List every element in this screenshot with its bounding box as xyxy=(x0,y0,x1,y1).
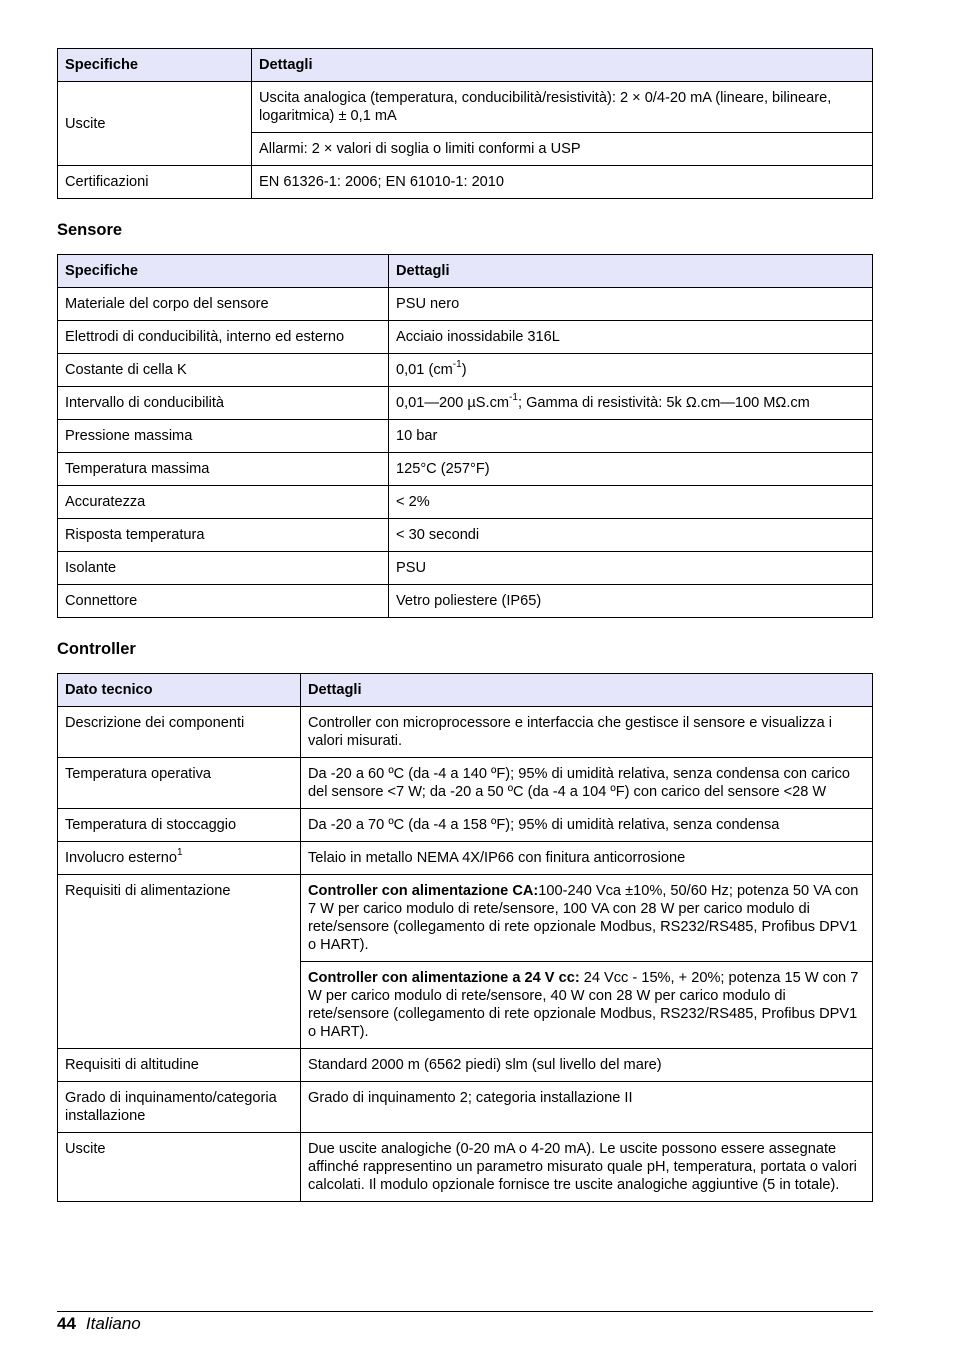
table-header-row xyxy=(58,674,873,707)
table-row xyxy=(58,809,873,842)
table-row xyxy=(58,453,873,486)
row-value: Acciaio inossidabile 316L xyxy=(389,321,873,354)
sensor-specs-table xyxy=(57,254,873,618)
row-value-uscite-analogica: Uscita analogica (temperatura, conducibilità/resistività): 2 × 0/4-20 mA (lineare, bilineare, logaritmica) ± 0,1 mA xyxy=(252,82,873,133)
row-value: 10 bar xyxy=(389,420,873,453)
table-row xyxy=(58,354,873,387)
footnote-marker: 1 xyxy=(176,847,183,859)
table-row xyxy=(58,1133,873,1202)
section-title-sensore: Sensore xyxy=(57,221,123,239)
row-label: Costante di cella K xyxy=(58,354,389,387)
value-text: 24 Vcc - 15%, + 20%; potenza 15 W con 7 W per carico modulo di rete/sensore, 40 W con 28 W per carico modulo di rete/sensore (collegamento di rete opzionale Modbus, RS232/RS485, Profibus DPV1 o HART). xyxy=(308,970,859,1040)
row-value: Grado di inquinamento 2; categoria installazione II xyxy=(301,1082,873,1133)
value-text: 0,01 (cm xyxy=(396,362,453,378)
row-value xyxy=(389,354,873,387)
row-label: Pressione massima xyxy=(58,420,389,453)
row-label-uscite: Uscite xyxy=(58,82,252,166)
row-label: Risposta temperatura xyxy=(58,519,389,552)
section-title-controller: Controller xyxy=(57,640,136,658)
header-dettagli: Dettagli xyxy=(301,674,873,707)
row-value: Da -20 a 70 ºC (da -4 a 158 ºF); 95% di umidità relativa, senza condensa xyxy=(301,809,873,842)
page-footer xyxy=(57,1311,873,1334)
row-value: Standard 2000 m (6562 piedi) slm (sul livello del mare) xyxy=(301,1049,873,1082)
row-label: Temperatura di stoccaggio xyxy=(58,809,301,842)
table-row xyxy=(58,486,873,519)
table-row xyxy=(58,82,873,133)
row-value: Controller con microprocessore e interfaccia che gestisce il sensore e visualizza i valori misurati. xyxy=(301,707,873,758)
table-row xyxy=(58,321,873,354)
outputs-specs-table xyxy=(57,48,873,199)
table-header-row xyxy=(58,255,873,288)
row-label: Grado di inquinamento/categoria installazione xyxy=(58,1082,301,1133)
table-row xyxy=(58,387,873,420)
table-row xyxy=(58,1049,873,1082)
row-value-uscite-allarmi: Allarmi: 2 × valori di soglia o limiti conformi a USP xyxy=(252,133,873,166)
row-label-certificazioni: Certificazioni xyxy=(58,166,252,199)
row-value: < 2% xyxy=(389,486,873,519)
table-row xyxy=(58,875,873,962)
value-bold: Controller con alimentazione CA: xyxy=(308,883,539,899)
row-label: Requisiti di altitudine xyxy=(58,1049,301,1082)
row-label: Descrizione dei componenti xyxy=(58,707,301,758)
table-row xyxy=(58,758,873,809)
table-row xyxy=(58,552,873,585)
row-label: Accuratezza xyxy=(58,486,389,519)
table-row xyxy=(58,519,873,552)
value-text: ) xyxy=(461,362,467,378)
header-dettagli: Dettagli xyxy=(252,49,873,82)
table-row xyxy=(58,420,873,453)
superscript: -1 xyxy=(452,359,462,371)
row-label: Intervallo di conducibilità xyxy=(58,387,389,420)
row-label: Elettrodi di conducibilità, interno ed esterno xyxy=(58,321,389,354)
row-value: 125°C (257°F) xyxy=(389,453,873,486)
row-label: Materiale del corpo del sensore xyxy=(58,288,389,321)
row-value xyxy=(389,387,873,420)
row-value xyxy=(301,875,873,962)
controller-specs-table xyxy=(57,673,873,1202)
superscript: -1 xyxy=(509,392,518,404)
table-row xyxy=(58,707,873,758)
row-label: Isolante xyxy=(58,552,389,585)
table-row xyxy=(58,288,873,321)
row-value: < 30 secondi xyxy=(389,519,873,552)
row-value: Due uscite analogiche (0-20 mA o 4-20 mA). Le uscite possono essere assegnate affinché rappresentino un parametro misurato quale pH, temperatura, portata o valori calcolati. Il modulo opzionale fornisce tre uscite analogiche aggiuntive (5 in totale). xyxy=(301,1133,873,1202)
table-row xyxy=(58,842,873,875)
header-dato-tecnico: Dato tecnico xyxy=(58,674,301,707)
header-specifiche: Specifiche xyxy=(58,255,389,288)
table-row xyxy=(58,585,873,618)
table-header-row xyxy=(58,49,873,82)
header-specifiche: Specifiche xyxy=(58,49,252,82)
row-label: Connettore xyxy=(58,585,389,618)
table-row xyxy=(58,166,873,199)
value-text: ; Gamma di resistività: 5k Ω.cm—100 MΩ.cm xyxy=(517,395,810,411)
row-label: Temperatura operativa xyxy=(58,758,301,809)
row-label: Temperatura massima xyxy=(58,453,389,486)
value-bold: Controller con alimentazione a 24 V cc: xyxy=(308,970,580,986)
row-value: PSU xyxy=(389,552,873,585)
value-text: 0,01—200 µS.cm xyxy=(396,395,510,411)
footer-language: Italiano xyxy=(85,1314,141,1333)
row-label: Requisiti di alimentazione xyxy=(58,875,301,1049)
header-dettagli: Dettagli xyxy=(389,255,873,288)
row-label: Uscite xyxy=(58,1133,301,1202)
row-value: Vetro poliestere (IP65) xyxy=(389,585,873,618)
label-text: Involucro esterno xyxy=(65,850,177,866)
table-row xyxy=(58,1082,873,1133)
row-value xyxy=(301,962,873,1049)
row-value: PSU nero xyxy=(389,288,873,321)
page-content xyxy=(57,48,873,1202)
page-number: 44 xyxy=(57,1314,76,1333)
value-text: 100-240 Vca ±10%, 50/60 Hz; potenza 50 VA con 7 W per carico modulo di rete/sensore, 100 VA con 28 W per carico modulo di rete/sensore (collegamento di rete opzionale Modbus, RS232/RS485, Profibus DPV1 o HART). xyxy=(308,883,859,953)
row-value-certificazioni: EN 61326-1: 2006; EN 61010-1: 2010 xyxy=(252,166,873,199)
row-value: Da -20 a 60 ºC (da -4 a 140 ºF); 95% di umidità relativa, senza condensa con carico del sensore <7 W; da -20 a 50 ºC (da -4 a 104 ºF) con carico del sensore <28 W xyxy=(301,758,873,809)
row-label xyxy=(58,842,301,875)
row-value: Telaio in metallo NEMA 4X/IP66 con finitura anticorrosione xyxy=(301,842,873,875)
